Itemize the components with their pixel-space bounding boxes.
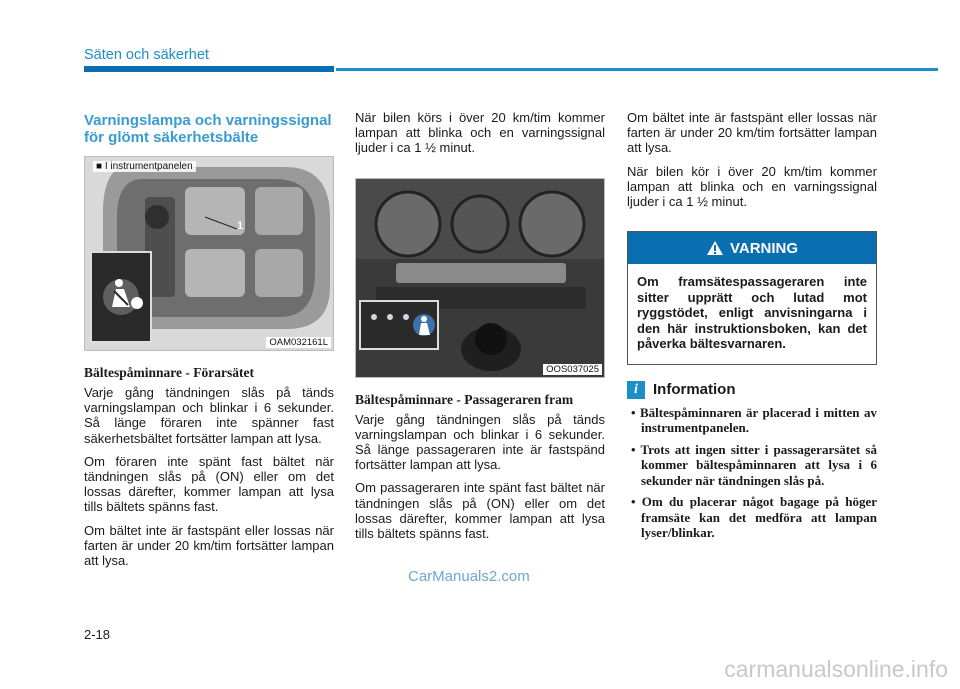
figure-code: OOS037025 [543, 364, 602, 375]
warning-header [628, 232, 876, 264]
footer-watermark: carmanualsonline.info [724, 656, 948, 682]
warning-box [627, 231, 877, 365]
paragraph: Varje gång tändningen slås på tänds varningslampan och blinkar i 6 sekunder. Så länge föraren inte spänner fast säkerhetsbältet fortsätter lampan att lysa. [84, 385, 334, 446]
info-header [627, 381, 877, 399]
info-icon: i [627, 381, 645, 399]
paragraph: Om bältet inte är fastspänt eller lossas när farten är under 20 km/tim fortsätter lampan att lysa. [627, 110, 877, 156]
list-item: • Bältespåminnaren är placerad i mitten av instrumentpanelen. [631, 404, 877, 436]
column-1 [84, 110, 334, 576]
paragraph: När bilen körs i över 20 km/tim kommer lampan att blinka och en varningssignal ljuder i ca 1 ½ minut. [355, 110, 605, 156]
subheading-passenger: Bältespåminnare - Passageraren fram [355, 391, 574, 407]
console-illustration [356, 179, 604, 377]
paragraph: Varje gång tändningen slås på tänds varningslampan och blinkar i 6 sekunder. Så länge passageraren inte är fastspänd fortsätter lampan att lysa. [355, 411, 605, 473]
figure-code: OAM032161L [266, 337, 331, 348]
section-heading: Varningslampa och varningssignal för glömt säkerhetsbälte [84, 112, 332, 146]
figure-dashboard-overview [84, 156, 334, 351]
figure-center-console [355, 178, 605, 378]
figure-label: ■ I instrumentpanelen [93, 161, 196, 172]
list-item: • Trots att ingen sitter i passagerarsätet så kommer bältespåminnaren att lysa i 6 sekunder när tändningen slås på. [631, 441, 877, 488]
paragraph: Om föraren inte spänt fast bältet när tändningen slås på (ON) eller om det lossas därefter, kommer lampan att lysa tills bältets spänns fast. [84, 453, 334, 515]
info-list [627, 405, 877, 541]
paragraph: Om passageraren inte spänt fast bältet när tändningen slås på (ON) eller om det lossas därefter, kommer lampan att lysa tills bältets spänns fast. [355, 480, 605, 542]
header-rule-dark [84, 66, 334, 72]
paragraph: När bilen kör i över 20 km/tim kommer lampan att blinka och en varningssignal ljuder i ca 1 ½ minut. [627, 163, 877, 210]
list-item: • Om du placerar något bagage på höger framsäte kan det medföra att lampan lyser/blinkar. [631, 494, 877, 541]
car-interior-illustration [85, 157, 333, 350]
warning-triangle-icon [706, 240, 724, 256]
watermark-link[interactable]: CarManuals2.com [408, 568, 530, 585]
section-title: Säten och säkerhet [84, 47, 209, 63]
figure-callout: 1 [237, 220, 244, 232]
column-3 [627, 110, 877, 547]
header-rule-light [336, 68, 938, 71]
page-number: 2-18 [84, 627, 111, 642]
column-2 [355, 110, 605, 549]
subheading-driver: Bältespåminnare - Förarsätet [84, 365, 254, 380]
info-title: Information [653, 381, 736, 399]
warning-text: Om framsätespassageraren inte sitter upprätt och lutad mot ryggstödet, enligt anvisningarna i den här instruktionsboken, kan det påverka bältesvarnaren. [637, 274, 867, 352]
warning-title: VARNING [729, 239, 799, 257]
paragraph: Om bältet inte är fastspänt eller lossas när farten är under 20 km/tim fortsätter lampan att lysa. [84, 522, 334, 569]
